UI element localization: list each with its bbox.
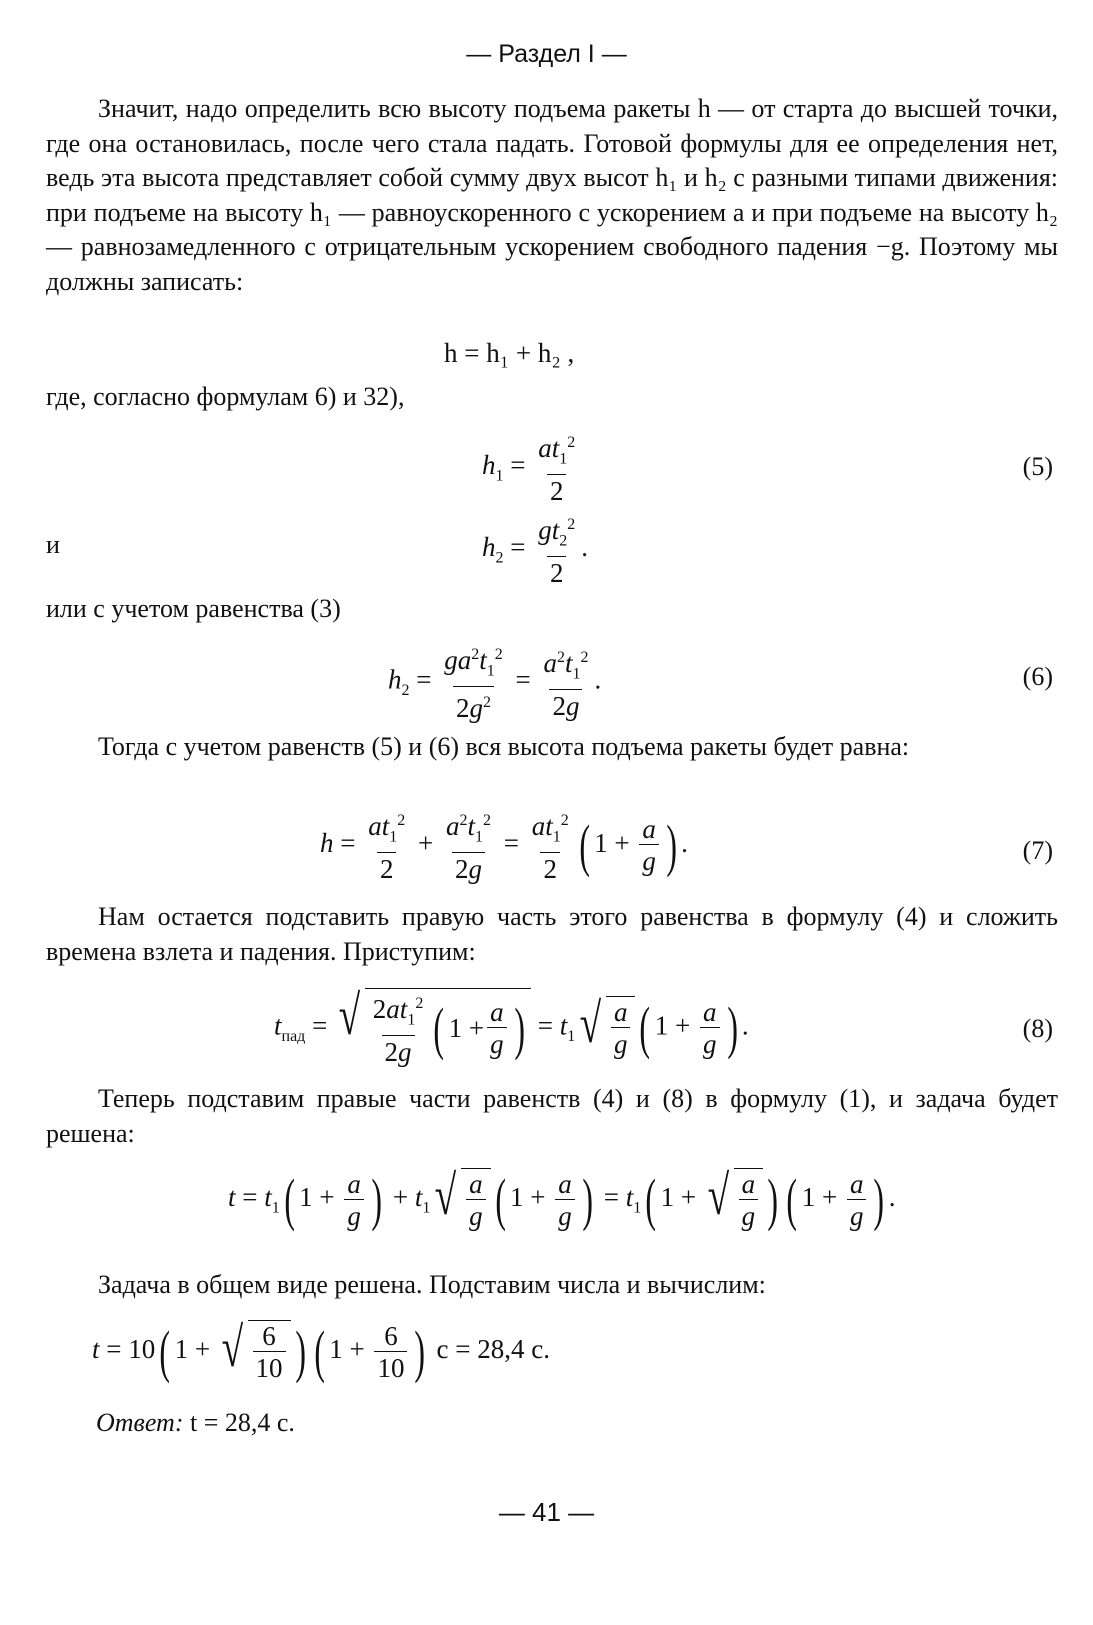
paragraph-6: Нам остается подставить правую часть этого равенства в формулу (4) и сложить времена взлета и падения. Приступим:	[46, 902, 1058, 966]
equation-number-7: (7)	[1022, 836, 1053, 865]
equation-number-8: (8)	[1022, 1014, 1053, 1043]
page-number: — 41 —	[498, 1497, 595, 1527]
paragraph-1: Значит, надо определить всю высоту подъема ракеты h — от старта до высшей точки, где она остановилась, после чего стала падать. Готовой формулы для ее определения нет, ведь эта высота представляет собой сумму двух высот h₁ и h₂ с разными типами движения: при подъеме на высоту h₁ — равноускоренного с ускорением a и при подъеме на высоту h₂ — равнозамедленного с отрицательным ускорением свободного падения −g. Поэтому мы должны записать:	[46, 94, 1058, 296]
equation-number-6: (6)	[1022, 662, 1053, 691]
equation-6: $h_2$ = $\frac{ga^2t_1^2}{2g^2}$ = $\frac{a^2t_1^2}{2g}$ .	[388, 645, 602, 724]
paragraph-2: где, согласно формулам 6) и 32),	[46, 382, 405, 411]
answer-label: Ответ:	[96, 1408, 184, 1437]
equation-number-5: (5)	[1022, 452, 1053, 481]
paragraph-3: и	[46, 530, 60, 559]
section-header: — Раздел I —	[466, 40, 627, 68]
equation-final-general: $t = t_1$( 1 + $\frac{a}{g}$ ) + $t_1$ √ $\frac{a}{g}$ ( 1 + $\frac{a}{g}$ ) = $t_1$( 1 + √ $\frac{a}{g}$ ) ( 1 + $\frac{a}{g}$ ) .	[228, 1165, 896, 1232]
equation-numeric: t = 10( 1 + √ $\frac{6}{10}$ ) ( 1 + $\frac{6}{10}$ ) с = 28,4 с.	[92, 1317, 550, 1384]
answer-value: t = 28,4 с.	[189, 1408, 295, 1437]
equation-h2: $h_2$ = $\frac{gt_2^2}{2}$ .	[482, 515, 588, 589]
paragraph-8: Задача в общем виде решена. Подставим числа и вычислим:	[98, 1270, 766, 1299]
paragraph-7: Теперь подставим правые части равенств (4) и (8) в формулу (1), и задача будет решена:	[46, 1084, 1058, 1148]
equation-8: $t_{пад}$ = √ $\frac{2at_1^2}{2g}$ ( 1 + $\frac{a}{g}$ ) = $t_1$ √ $\frac{a}{g}$ ( 1 + $\frac{a}{g}$ ) .	[274, 985, 749, 1068]
equation-numeric-result: с = 28,4 с.	[436, 1334, 550, 1365]
equation-5: $h_1$ = $\frac{at_1^2}{2}$	[482, 433, 576, 507]
answer-line	[96, 1408, 295, 1438]
paragraph-4: или с учетом равенства (3)	[46, 594, 341, 623]
equation-7: h = $\frac{at_1^2}{2}$ + $\frac{a^2t_1^2}{2g}$ = $\frac{at_1^2}{2}$ ( 1 + $\frac{a}{g}$ ) .	[320, 811, 688, 885]
paragraph-5: Тогда с учетом равенств (5) и (6) вся высота подъема ракеты будет равна:	[98, 732, 910, 761]
equation-sum: h = h₁ + h₂ ,	[444, 338, 575, 368]
